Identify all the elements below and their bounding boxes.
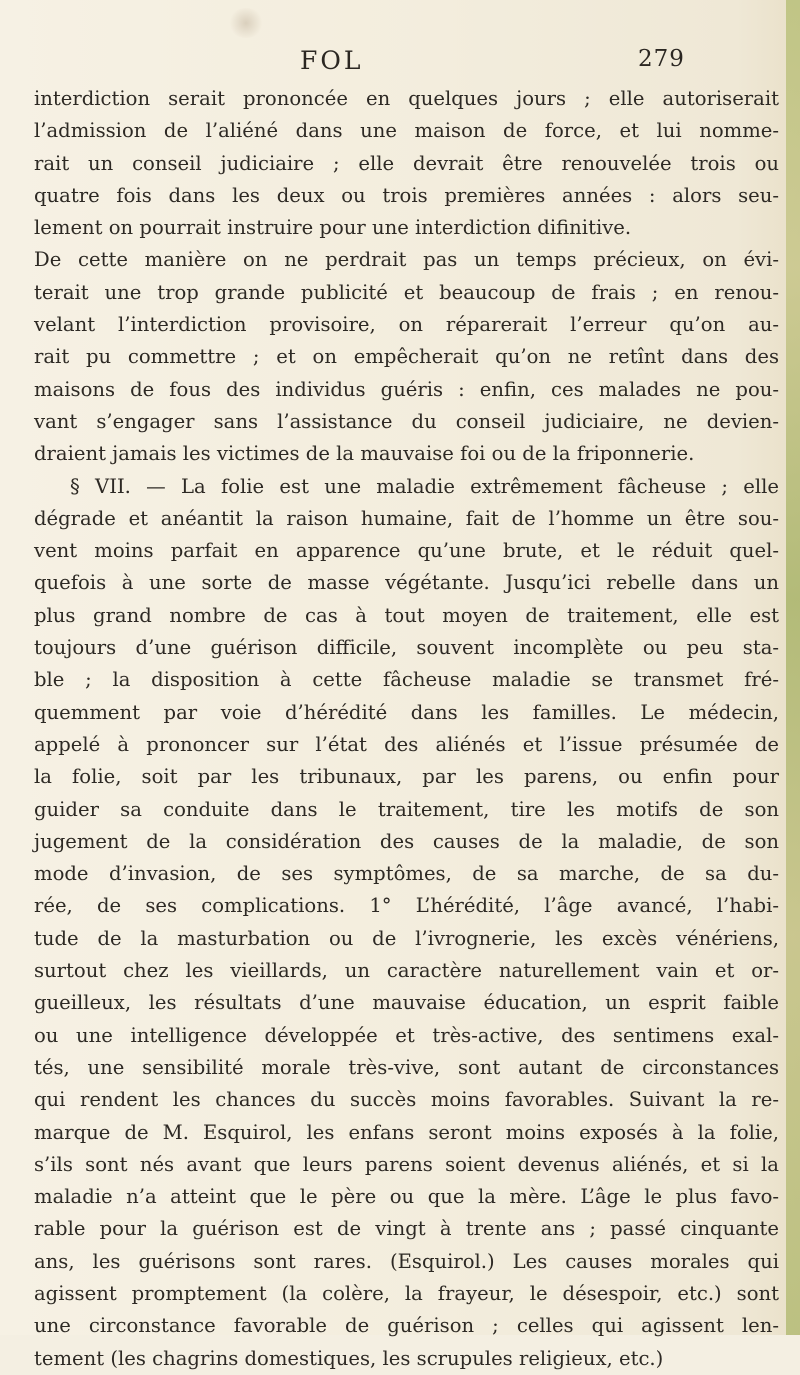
text-line: tés, une sensibilité morale très-vive, sont autant de circonstances [34,1055,779,1079]
running-head: FOL [300,46,364,75]
text-line: interdiction serait prononcée en quelques jours ; elle autoriserait [34,87,779,110]
text-line: ou une intelligence développée et très-active, des sentimens exal- [34,1023,779,1047]
text-line: qui rendent les chances du succès moins favorables. Suivant la re- [34,1088,779,1112]
page-header [40,46,780,82]
text-line: draient jamais les victimes de la mauvaise foi ou de la friponnerie. [34,442,695,466]
page-edge-shadow [786,0,800,1335]
text-line: s’ils sont nés avant que leurs parens soient devenus aliénés, et si la [34,1152,779,1176]
body-text [34,83,779,1375]
text-line: ans, les guérisons sont rares. (Esquirol.) Les causes morales qui [34,1249,779,1273]
text-line: rable pour la guérison est de vingt à trente ans ; passé cinquante [34,1217,779,1241]
paper-stain [228,8,264,38]
text-line: tude de la masturbation ou de l’ivrognerie, les excès vénériens, [34,926,779,950]
text-line: quemment par voie d’hérédité dans les familles. Le médecin, [34,700,779,724]
text-line: plus grand nombre de cas à tout moyen de traitement, elle est [34,603,779,627]
text-line: lement on pourrait instruire pour une interdiction difinitive. [34,216,632,240]
text-line: dégrade et anéantit la raison humaine, fait de l’homme un être sou- [34,506,779,530]
page-number: 279 [638,46,685,72]
text-line: une circonstance favorable de guérison ; celles qui agissent len- [34,1314,779,1338]
text-line: quefois à une sorte de masse végétante. Jusqu’ici rebelle dans un [34,571,779,595]
text-line: maladie n’a atteint que le père ou que la mère. L’âge le plus favo- [34,1185,779,1209]
text-line: vent moins parfait en apparence qu’une brute, et le réduit quel- [34,539,779,563]
text-line: rait pu commettre ; et on empêcherait qu’on ne retînt dans des [34,345,779,369]
text-line: De cette manière on ne perdrait pas un temps précieux, on évi- [34,248,779,272]
text-line: mode d’invasion, de ses symptômes, de sa marche, de sa du- [34,862,779,886]
text-line: appelé à prononcer sur l’état des aliénés et l’issue présumée de [34,732,779,756]
text-line: marque de M. Esquirol, les enfans seront moins exposés à la folie, [34,1120,779,1144]
text-line: rée, de ses complications. 1° L’hérédité, l’âge avancé, l’habi- [34,894,779,918]
section-heading-line: § VII. — La folie est une maladie extrêmement fâcheuse ; elle [70,474,779,498]
text-line: la folie, soit par les tribunaux, par les parens, ou enfin pour [34,765,779,789]
text-line: jugement de la considération des causes de la maladie, de son [34,829,779,853]
text-line: rait un conseil judiciaire ; elle devrait être renouvelée trois ou [34,151,779,175]
text-line: maisons de fous des individus guéris : enfin, ces malades ne pou- [34,377,779,401]
text-line: toujours d’une guérison difficile, souvent incomplète ou peu sta- [34,636,779,660]
text-line: vant s’engager sans l’assistance du conseil judiciaire, ne devien- [34,409,779,433]
text-line: l’admission de l’aliéné dans une maison de force, et lui nomme- [34,119,779,143]
text-line: agissent promptement (la colère, la frayeur, le désespoir, etc.) sont [34,1281,779,1305]
text-line: surtout chez les vieillards, un caractère naturellement vain et or- [34,959,779,983]
text-line: quatre fois dans les deux ou trois premières années : alors seu- [34,183,779,207]
text-line: guider sa conduite dans le traitement, tire les motifs de son [34,797,779,821]
text-line: ble ; la disposition à cette fâcheuse maladie se transmet fré- [34,668,779,692]
text-line: velant l’interdiction provisoire, on réparerait l’erreur qu’on au- [34,313,779,337]
text-line: terait une trop grande publicité et beaucoup de frais ; en renou- [34,280,779,304]
text-line: tement (les chagrins domestiques, les scrupules religieux, etc.) [34,1346,664,1370]
text-line: gueilleux, les résultats d’une mauvaise éducation, un esprit faible [34,991,779,1015]
